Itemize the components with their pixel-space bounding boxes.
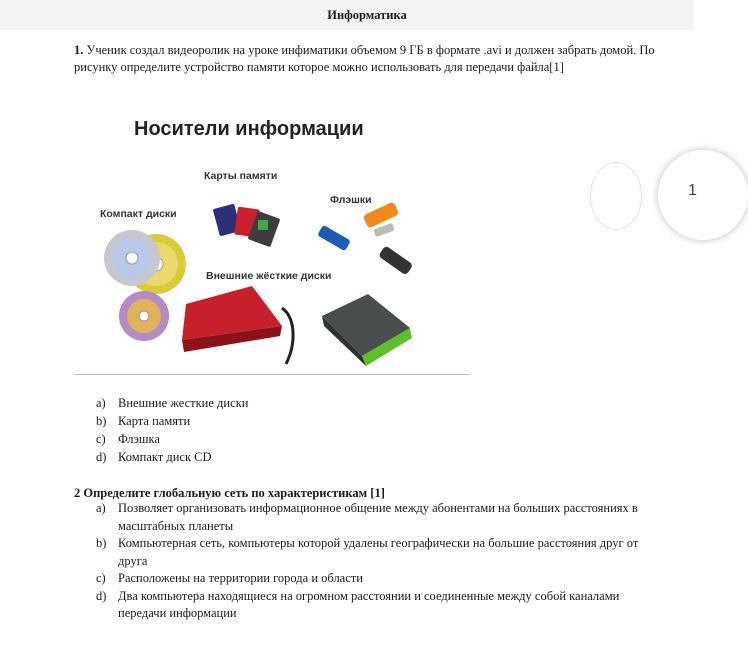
question-1-text: Ученик создал видеоролик на уроке инфиматики объемом 9 ГБ в формате .avi и должен забрать домой. По рисунку определите устройство памяти которое можно использовать для передачи файла[1]	[74, 43, 655, 74]
label-flash-drives: Флэшки	[330, 194, 372, 206]
label-memory-cards: Карты памяти	[204, 170, 278, 182]
question-2-options	[96, 500, 656, 623]
option-2-c[interactable]: c) Расположены на территории города и области	[96, 571, 363, 585]
label-compact-discs: Компакт диски	[100, 208, 177, 220]
label-external-hdd: Внешние жёсткие диски	[206, 270, 332, 282]
question-2-text: 2 Определите глобальную сеть по характеристикам [1]	[74, 486, 385, 500]
compact-disc-icon	[104, 230, 186, 341]
side-page-button[interactable]	[658, 150, 748, 240]
option-1-a[interactable]: a) Внешние жесткие диски	[96, 396, 249, 410]
option-1-c[interactable]: c) Флэшка	[96, 432, 160, 446]
memory-card-icon	[213, 204, 281, 248]
page-overlay-circle	[590, 162, 642, 230]
document-title: Информатика	[327, 8, 407, 22]
option-2-d[interactable]: d) Два компьютера находящиеся на огромном расстоянии и соединенные между собой каналами передачи информации	[96, 588, 620, 620]
side-page-button-label: 1	[688, 182, 697, 199]
question-1	[74, 42, 664, 76]
option-1-b[interactable]: b) Карта памяти	[96, 414, 191, 428]
question-1-options	[96, 394, 248, 466]
figure-title: Носители информации	[134, 118, 364, 140]
storage-media-figure	[74, 108, 470, 374]
flash-drive-icon	[317, 201, 413, 275]
question-1-number: 1.	[74, 43, 84, 57]
option-1-d[interactable]: d) Компакт диск CD	[96, 450, 212, 464]
option-2-b[interactable]: b) Компьютерная сеть, компьютеры которой удалены географически на большие расстояния друг от друга	[96, 536, 639, 568]
external-hdd-gray-icon	[322, 294, 412, 366]
external-hdd-red-icon	[182, 286, 293, 364]
option-2-a[interactable]: a) Позволяет организовать информационное общение между абонентами на больших расстояниях в масштабных планеты	[96, 501, 638, 533]
figure-divider	[74, 374, 470, 375]
